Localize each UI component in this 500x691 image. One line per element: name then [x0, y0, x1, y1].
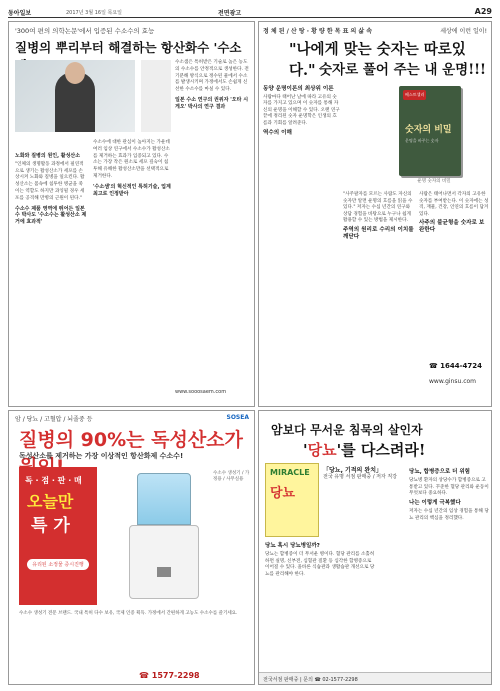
column-subtitle: 당뇨, 합병증으로 더 위험 — [409, 469, 470, 475]
article-column-2 — [343, 192, 415, 242]
newspaper-name: 동아일보 — [8, 10, 32, 17]
numerology-book-ad — [258, 21, 492, 407]
column-text: 저자는 수십 년간의 임상 경험을 통해 당뇨 관리의 핵심을 정리했다. — [409, 508, 489, 521]
article-column-3 — [175, 60, 251, 113]
ad-kicker: '300여 편의 의학논문'에서 입증된 수소수의 효능 — [15, 27, 155, 35]
quote-open: ' — [303, 441, 308, 459]
ad-bottom-bar: 전국서점 판매중 | 문의 ☎ 02-1577-2298 — [259, 672, 492, 684]
highlight-word: 당뇨 — [307, 441, 337, 459]
ad-subheadline: 숫자로 풀어 주는 내 운명!!! — [319, 62, 486, 78]
water-tank — [137, 473, 191, 525]
hydrogen-generator-ad — [8, 410, 255, 685]
promo-line-3: 특 가 — [31, 516, 70, 536]
column-text: 사람마다 태어난 날에 따라 고유의 숫자를 가지고 있으며 이 숫자를 통해 자신의 운명을 이해할 수 있다. 오랜 연구 끝에 정리된 숫자 운명학은 인생의 흐름과 기회를 알려준다. — [263, 94, 340, 126]
promo-line-1: 독 · 점 · 판 · 매 — [25, 476, 82, 485]
column-text: 수소수에 대한 관심이 높아지는 가운데 여러 임상 연구에서 수소수가 활성산소를 제거하는 효과가 입증되고 있다. 수소는 가장 작은 원소로 세포 깊숙이 침투해 유해한 활성산소만을 선택적으로 제거한다. — [93, 140, 170, 179]
promo-badge: 유리된 소정물 증시진행 — [27, 559, 89, 570]
book-series: MIRACLE — [270, 468, 310, 477]
page-number: A29 — [474, 7, 492, 16]
article-column-2 — [409, 467, 489, 523]
book-subtitle: 운명을 바꾸는 숫자 — [405, 138, 439, 143]
ad-topline: 암 / 당뇨 / 고혈압 / 뇌졸중 등 — [15, 416, 93, 423]
water-spout — [157, 567, 171, 577]
water-generator-image — [119, 467, 209, 605]
machine-body — [129, 525, 199, 599]
article-column-1 — [265, 541, 375, 579]
column-subtitle: 사주의 불균형을 숫자로 보완한다 — [419, 220, 485, 233]
column-subtitle: '수소샘'의 혁신적인 특허기술, 업계 최고로 인정받아 — [93, 183, 171, 197]
column-subtitle: 동양 운명이론의 최상위 이론 — [263, 86, 334, 92]
ad-subheadline — [303, 439, 425, 460]
column-subtitle: 당뇨 혹시 당뇨병일까? — [265, 543, 320, 549]
brand-logo: SOSEA — [226, 414, 249, 421]
headline-rest: '를 다스려라! — [336, 441, 426, 459]
issue-date: 2017년 3월 16일 목요일 — [66, 10, 123, 16]
column-text: "사주팔자를 모르는 사람도 자신의 숫자만 알면 운명의 흐름을 읽을 수 있다." 저자는 수십 년간의 연구와 상담 경험을 바탕으로 누구나 쉽게 활용할 수 있는 방법을 제시한다. — [343, 192, 413, 224]
phone-number[interactable]: ☎ 1577-2298 — [139, 671, 200, 680]
diabetes-book-ad — [258, 410, 492, 685]
ad-footer-text: 수소수 생성기 전문 브랜드. 국내 특허 다수 보유, 국제 인증 획득. 가정에서 간편하게 고농도 수소수를 즐기세요. — [19, 611, 238, 616]
ad-tagline-right: 세상에 이런 일이! — [440, 28, 487, 35]
column-subtitle: 역수의 이해 — [263, 129, 292, 136]
article-column-3 — [419, 192, 489, 236]
article-column-1 — [15, 150, 87, 228]
ad-tagline: 정 체 된 / 산 탕 · 황 량 한 목 표 의 삶 속 — [263, 28, 373, 35]
ad-headline: 질병의 90%는 독성산소가 — [19, 429, 243, 451]
book-info-title: 「당뇨, 기적의 완치」 — [323, 467, 383, 474]
article-column-2 — [93, 140, 171, 199]
hydrogen-water-ad — [8, 21, 255, 407]
phone-number[interactable]: ☎ 1644-4724 — [429, 362, 483, 370]
book-cover — [399, 86, 461, 176]
product-lineup: 수소수 생성기 / 가정용 / 사무실용 — [213, 471, 250, 482]
column-subtitle: 주역의 원리로 수리의 이치를 깨닫다 — [343, 226, 414, 240]
column-text: 수소샘은 특허받은 기술로 높은 농도의 수소수를 안정적으로 생성한다. 전기분해 방식으로 정수된 물에서 수소를 발생시키며 가정에서도 손쉽게 신선한 수소수를 마실 수 있다. — [175, 60, 249, 93]
bestseller-badge: 베스트셀러 — [403, 90, 426, 100]
book-caption: 운명 숫자의 비밀 — [417, 179, 451, 184]
book-info-text: 전국 유명 서점 판매중 / 저자 직강 — [323, 474, 398, 480]
person-head — [65, 62, 85, 84]
column-text: 당뇨는 합병증이 더 무서운 병이다. 혈당 관리를 소홀히 하면 실명, 신부전, 심혈관 질환 등 심각한 합병증으로 이어질 수 있다. 올바른 식습관과 생활습관 개선으로 당뇨를 관리해야 한다. — [265, 551, 375, 578]
ad-subheadline: 독성산소를 제거하는 가장 이상적인 항산화제 수소수! — [19, 452, 184, 460]
book-cover — [265, 463, 319, 537]
product-photo — [141, 60, 171, 132]
masthead — [8, 6, 492, 18]
promo-line-2: 오늘만 — [27, 492, 74, 511]
column-subtitle: 노화와 질병의 원인, 활성산소 — [15, 153, 81, 159]
website-link[interactable]: www.sooosaem.com — [175, 389, 227, 395]
ad-headline: 암보다 무서운 침묵의 살인자 — [271, 423, 423, 437]
doctor-photo — [15, 60, 135, 132]
ad-headline: "나에게 맞는 숫자는 따로있다." — [289, 41, 466, 79]
column-text: "인체의 생명활동 과정에서 필연적으로 생기는 활성산소가 세포를 손상시켜 노화와 질병을 일으킨다. 활성산소는 몸속에 침투한 병균을 죽이는 역할도 하지만 과잉될 경우 세포를 공격해 만병의 근원이 된다." — [15, 161, 85, 201]
column-subtitle: 수소수 제품 영역에 뛰어든 일본수 박사도 '수소수는 활성산소 제거에 효과적' — [15, 205, 87, 226]
promo-panel — [19, 467, 97, 605]
column-subtitle: 일본 수소 연구의 권위자 '오타 시게오' 박사의 연구 결과 — [175, 96, 249, 110]
ad-headline: 질병의 뿌리부터 해결하는 항산화수 '수소 — [15, 40, 242, 55]
website-link[interactable]: www.ginsu.com — [429, 378, 477, 385]
article-column-1 — [263, 84, 341, 138]
section-title: 전면광고 — [218, 10, 242, 17]
book-info — [323, 467, 403, 481]
book-title: 당뇨 — [270, 486, 296, 501]
column-text: 당뇨병 환자의 상당수가 합병증으로 고통받고 있다. 꾸준한 혈당 관리와 운동이 무엇보다 중요하다. — [409, 477, 489, 497]
book-title: 숫자의 비밀 — [405, 125, 452, 135]
column-text: 사람은 태어나면서 각자의 고유한 숫자를 부여받는다. 이 숫자에는 성격, 재물, 건강, 인연의 흐름이 담겨 있다. — [419, 192, 489, 217]
column-subtitle: 나는 이렇게 극복했다 — [409, 500, 461, 507]
